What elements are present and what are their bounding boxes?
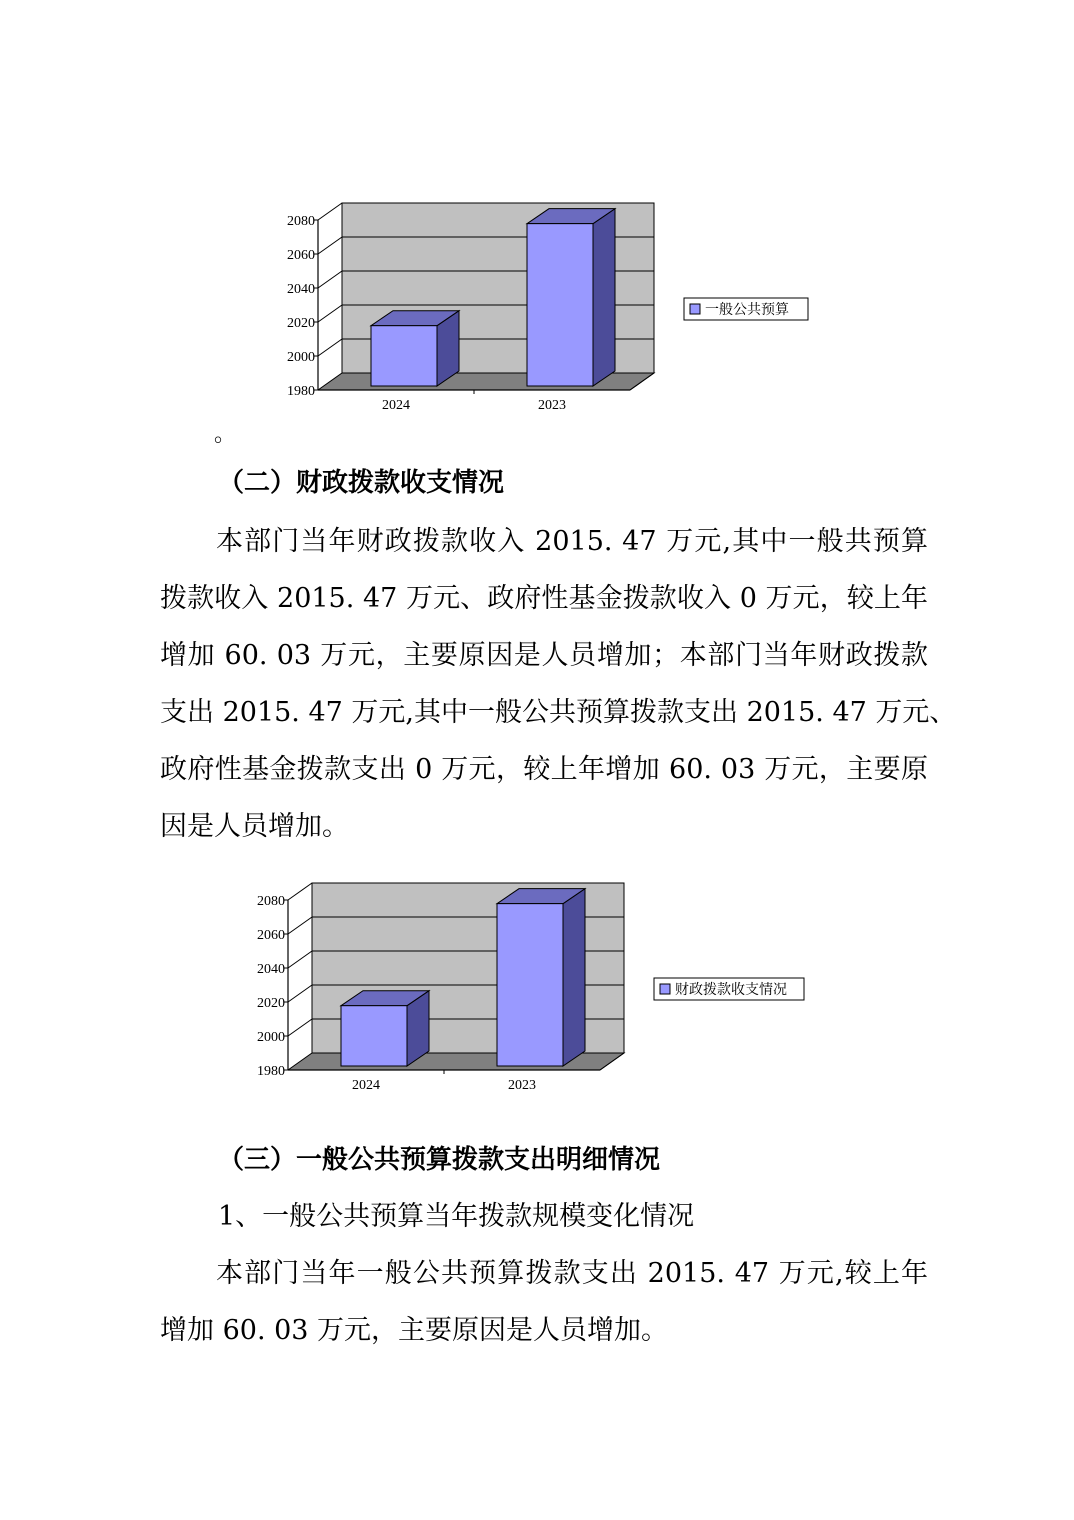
y-tick-label: 2000 — [287, 350, 315, 365]
bar-2023 — [497, 904, 563, 1066]
gridline-connector — [288, 1019, 312, 1036]
appropriation-bar-chart — [240, 875, 820, 1105]
y-tick-label: 2020 — [287, 316, 315, 331]
bar-2023 — [527, 224, 593, 386]
text-line: 本部门当年财政拨款收入 2015. 47 万元,其中一般共预算 — [216, 526, 928, 557]
bar-2024 — [341, 1006, 407, 1066]
y-tick-label: 2060 — [257, 928, 285, 943]
x-tick-label: 2024 — [382, 398, 410, 413]
y-tick-label: 2020 — [257, 996, 285, 1011]
x-tick-label: 2024 — [352, 1078, 380, 1093]
gridline-connector — [318, 237, 342, 254]
y-tick-label: 2060 — [287, 248, 315, 263]
gridline-connector — [288, 951, 312, 968]
legend-label: 一般公共预算 — [705, 302, 789, 318]
section-2-paragraph — [160, 513, 957, 855]
section-2-heading: （二）财政拨款收支情况 — [218, 468, 505, 498]
y-tick-label: 2080 — [287, 214, 315, 229]
appropriation-bar-chart-svg — [240, 875, 820, 1105]
section-3-subheading: 1、一般公共预算当年拨款规模变化情况 — [218, 1201, 695, 1232]
gridline-connector — [288, 985, 312, 1002]
y-tick-label: 1980 — [287, 384, 315, 399]
y-tick-label: 2000 — [257, 1030, 285, 1045]
list-mark: 。 — [214, 422, 237, 447]
gridline-connector — [318, 271, 342, 288]
y-tick-label: 2040 — [287, 282, 315, 297]
text-line: 政府性基金拨款支出 0 万元，较上年增加 60. 03 万元，主要原 — [160, 754, 928, 785]
section-3-paragraph — [160, 1245, 928, 1359]
legend-label: 财政拨款收支情况 — [675, 982, 787, 998]
section-3-heading: （三）一般公共预算拨款支出明细情况 — [218, 1145, 661, 1175]
x-tick-label: 2023 — [508, 1078, 536, 1093]
budget-bar-chart — [270, 195, 850, 425]
gridline-connector — [288, 917, 312, 934]
gridline-connector — [318, 339, 342, 356]
text-line: 因是人员增加。 — [160, 811, 349, 842]
text-line: 增加 60. 03 万元，主要原因是人员增加。 — [160, 1315, 669, 1346]
y-tick-label: 2080 — [257, 894, 285, 909]
bar-2024 — [371, 326, 437, 386]
x-tick-label: 2023 — [538, 398, 566, 413]
gridline-connector — [318, 203, 342, 220]
y-tick-label: 2040 — [257, 962, 285, 977]
text-line: 支出 2015. 47 万元,其中一般公共预算拨款支出 2015. 47 万元、 — [160, 697, 957, 728]
legend-swatch — [660, 984, 670, 994]
budget-bar-chart-svg — [270, 195, 850, 425]
bar-side — [563, 889, 585, 1066]
text-line: 拨款收入 2015. 47 万元、政府性基金拨款收入 0 万元，较上年 — [160, 583, 928, 614]
legend-swatch — [690, 304, 700, 314]
bar-side — [593, 209, 615, 386]
y-tick-label: 1980 — [257, 1064, 285, 1079]
text-line: 增加 60. 03 万元，主要原因是人员增加；本部门当年财政拨款 — [160, 640, 928, 671]
text-line: 本部门当年一般公共预算拨款支出 2015. 47 万元,较上年 — [216, 1258, 928, 1289]
gridline-connector — [288, 883, 312, 900]
gridline-connector — [318, 305, 342, 322]
